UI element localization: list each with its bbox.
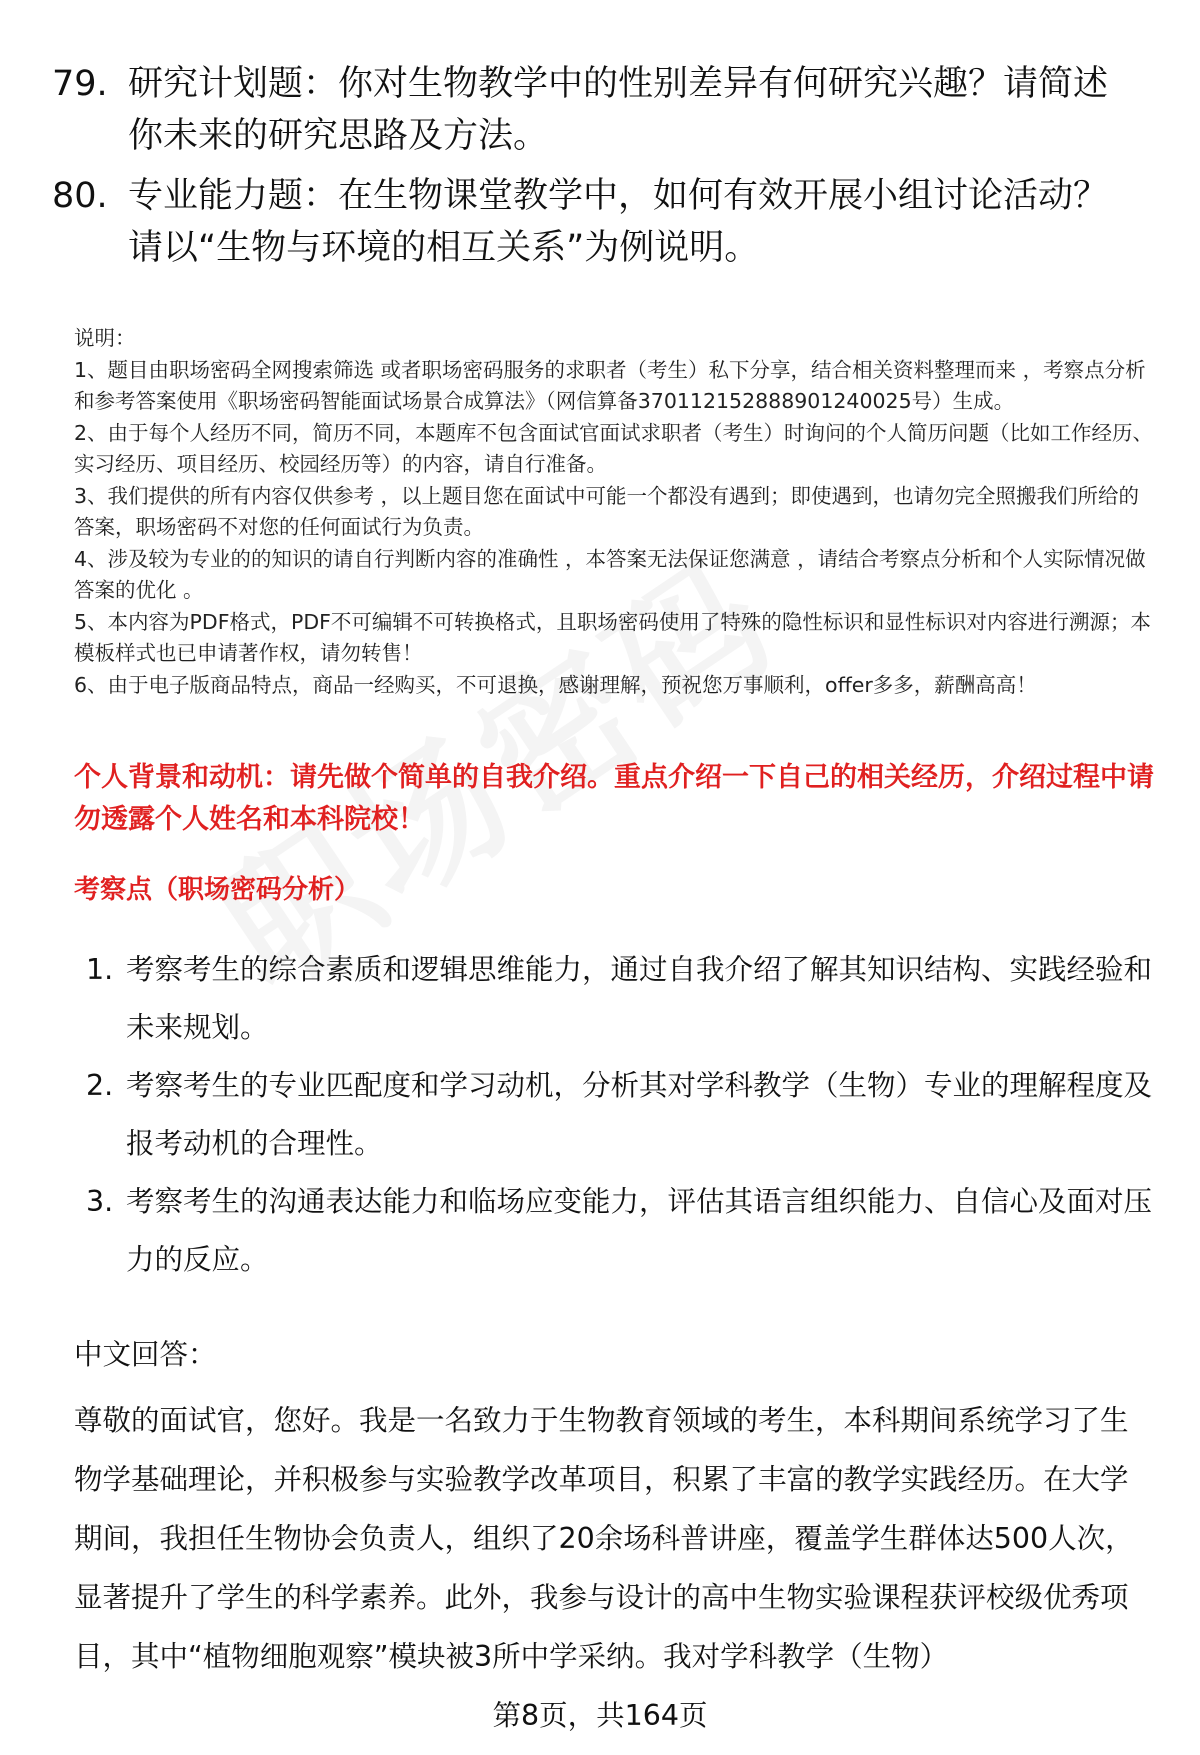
analysis-points [74, 941, 1154, 1289]
note-item: 3、我们提供的所有内容仅供参考 ，以上题目您在面试中可能一个都没有遇到；即使遇到，也请勿完全照搬我们所给的答案，职场密码不对您的任何面试行为负责。 [74, 483, 1140, 539]
question-number: 79. [52, 64, 108, 104]
note-item: 1、题目由职场密码全网搜索筛选 或者职场密码服务的求职者（考生）私下分享，结合相关资料整理而来 ，考察点分析和参考答案使用《职场密码智能面试场景合成算法》（网信算备370112152888901240025号）生成。 [74, 357, 1146, 413]
analysis-point [74, 1173, 1154, 1289]
disclaimer-notes [74, 323, 1154, 701]
question-text: 专业能力题：在生物课堂教学中，如何有效开展小组讨论活动？请以“生物与环境的相互关系”为例说明。 [128, 176, 1109, 268]
note-item: 6、由于电子版商品特点，商品一经购买，不可退换，感谢理解，预祝您万事顺利，offer多多，薪酬高高！ [74, 672, 1037, 697]
point-text: 考察考生的沟通表达能力和临场应变能力，评估其语言组织能力、自信心及面对压力的反应。 [126, 1185, 1153, 1276]
note-item: 5、本内容为PDF格式，PDF不可编辑不可转换格式，且职场密码使用了特殊的隐性标识和显性标识对内容进行溯源；本模板样式也已申请著作权，请勿转售！ [74, 609, 1151, 665]
point-text: 考察考生的综合素质和逻辑思维能力，通过自我介绍了解其知识结构、实践经验和未来规划。 [126, 953, 1153, 1044]
point-text: 考察考生的专业匹配度和学习动机，分析其对学科教学（生物）专业的理解程度及报考动机的合理性。 [126, 1069, 1153, 1160]
note-item: 4、涉及较为专业的的知识的请自行判断内容的准确性 ，本答案无法保证您满意 ，请结合考察点分析和个人实际情况做答案的优化 。 [74, 546, 1146, 602]
question-number: 80. [52, 176, 108, 216]
analysis-point [74, 1057, 1154, 1173]
point-number: 2. [86, 1069, 114, 1102]
answer-label: 中文回答： [74, 1338, 217, 1371]
note-item: 2、由于每个人经历不同，简历不同，本题库不包含面试官面试求职者（考生）时询问的个人简历问题（比如工作经历、实习经历、项目经历、校园经历等）的内容，请自行准备。 [74, 420, 1154, 476]
section-question-title: 个人背景和动机：请先做个简单的自我介绍。重点介绍一下自己的相关经历，介绍过程中请勿透露个人姓名和本科院校！ [74, 762, 1154, 835]
analysis-heading: 考察点（职场密码分析） [74, 875, 361, 905]
analysis-point [74, 941, 1154, 1057]
question-text: 研究计划题：你对生物教学中的性别差异有何研究兴趣？请简述你未来的研究思路及方法。 [128, 64, 1109, 156]
page-footer: 第8页，共164页 [492, 1699, 708, 1732]
notes-heading: 说明： [74, 326, 136, 350]
point-number: 3. [86, 1185, 114, 1218]
point-number: 1. [86, 953, 114, 986]
answer-text: 尊敬的面试官，您好。我是一名致力于生物教育领域的考生，本科期间系统学习了生物学基础理论，并积极参与实验教学改革项目，积累了丰富的教学实践经历。在大学期间，我担任生物协会负责人，组织了20余场科普讲座，覆盖学生群体达500人次，显著提升了学生的科学素养。此外，我参与设计的高中生物实验课程获评校级优秀项目，其中“植物细胞观察”模块被3所中学采纳。我对学科教学（生物） [74, 1404, 1134, 1673]
